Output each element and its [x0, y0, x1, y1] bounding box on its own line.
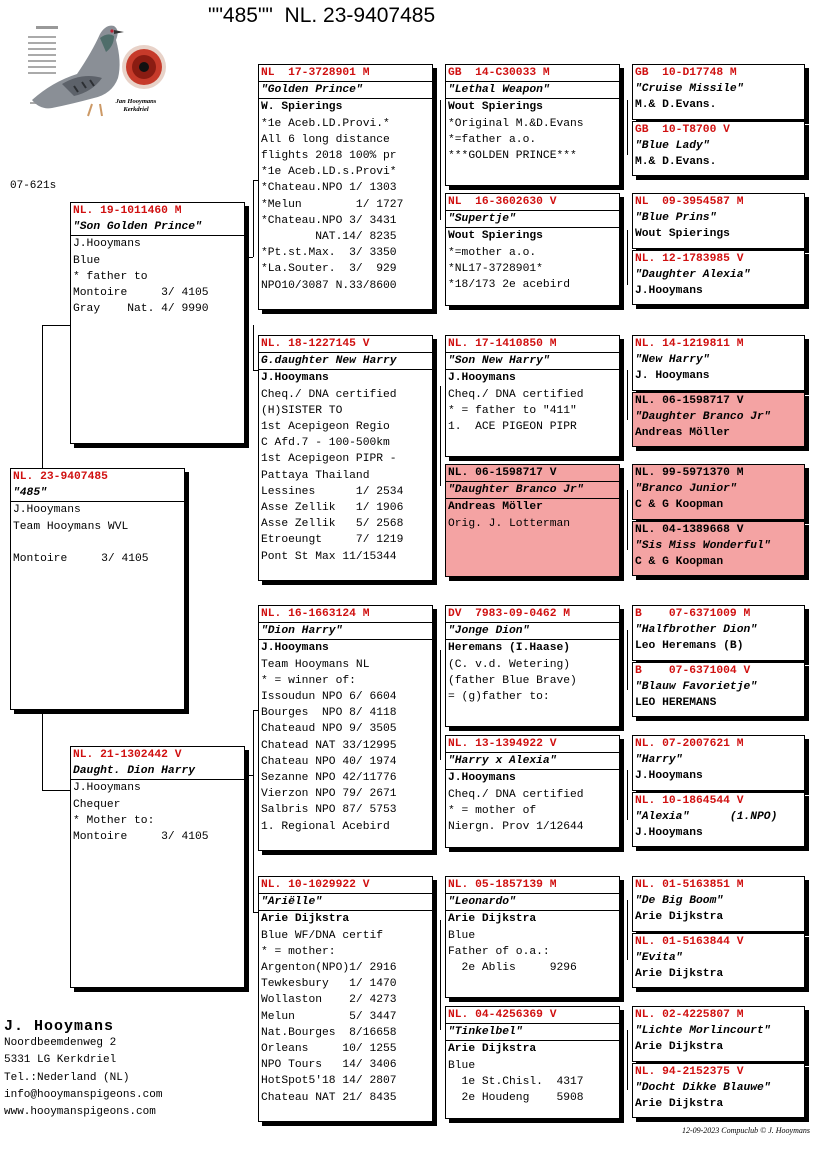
info-line: Lessines 1/ 2534: [261, 485, 404, 498]
info-line: * Mother to:: [73, 814, 155, 827]
great-great-grandparent-card[interactable]: [632, 464, 805, 520]
info-line: J.Hooymans: [13, 504, 81, 517]
owner-name: Arie Dijkstra: [635, 1041, 724, 1054]
connector: [440, 920, 441, 1030]
info-line: Bourges NPO 8/ 4118: [261, 707, 397, 720]
info-line: 2e Ablis 9296: [448, 962, 577, 975]
owner-name: M.& D.Evans.: [635, 99, 717, 112]
pigeon-name: "Docht Dikke Blauwe": [635, 1082, 771, 1095]
owner-name: Arie Dijkstra: [635, 968, 724, 981]
connector: [253, 325, 254, 370]
grandparent-card[interactable]: [258, 335, 433, 581]
info-line: C Afd.7 - 100-500km: [261, 437, 390, 450]
ring-number: NL. 19-1011460 M: [73, 205, 182, 217]
footer-text: 12-09-2023 Compuclub © J. Hooymans: [681, 1126, 810, 1135]
owner-name: Arie Dijkstra: [635, 911, 724, 924]
info-line: Team Hooymans NL: [261, 658, 370, 671]
ring-number: B 07-6371009 M: [635, 608, 751, 620]
connector: [627, 230, 628, 285]
pigeon-name: "485": [11, 485, 184, 502]
info-line: Orig. J. Lotterman: [448, 517, 571, 530]
owner-name: J.Hooymans: [261, 372, 329, 385]
ring-number: NL. 04-4256369 V: [446, 1007, 619, 1024]
ring-number: NL. 16-1663124 M: [259, 606, 432, 623]
connector: [627, 770, 628, 820]
pedigree-title: ""485"" NL. 23-9407485: [208, 4, 436, 27]
ring-number: NL 17-3728901 M: [259, 65, 432, 82]
pigeon-name: "Lichte Morlincourt": [635, 1025, 771, 1038]
info-line: NAT.14/ 8235: [261, 231, 397, 244]
info-line: 1. ACE PIGEON PIPR: [448, 421, 577, 434]
pigeon-name: "Evita": [635, 952, 683, 965]
info-line: * father to: [73, 270, 148, 283]
info-line: *Chateau.NPO 3/ 3431: [261, 214, 397, 227]
info-line: Cheq./ DNA certified: [261, 388, 397, 401]
info-line: Vierzon NPO 79/ 2671: [261, 788, 397, 801]
breeder-line: Noordbeemdenweg 2: [4, 1037, 117, 1050]
owner-name: Andreas Möller: [448, 501, 543, 514]
pigeon-name: Daught. Dion Harry: [71, 763, 244, 780]
great-great-grandparent-card[interactable]: [632, 335, 805, 391]
pigeon-name: "Sis Miss Wonderful": [635, 540, 771, 553]
owner-name: C & G Koopman: [635, 556, 724, 569]
info-line: *Melun 1/ 1727: [261, 198, 404, 211]
breeder-website[interactable]: www.hooymanspigeons.com: [4, 1106, 156, 1119]
ring-number: GB 10-T8700 V: [635, 124, 730, 136]
info-line: 2e Houdeng 5908: [448, 1092, 584, 1105]
info-line: Chateaud NPO 9/ 3505: [261, 723, 397, 736]
great-great-grandparent-card[interactable]: [632, 521, 805, 576]
pigeon-name: "Daughter Alexia": [635, 269, 751, 282]
pigeon-name: G.daughter New Harry: [259, 353, 432, 370]
connector: [440, 100, 441, 220]
pigeon-name: "Jonge Dion": [446, 623, 619, 640]
owner-name: Arie Dijkstra: [635, 1098, 724, 1111]
owner-name: C & G Koopman: [635, 499, 724, 512]
owner-name: J.Hooymans: [635, 285, 703, 298]
info-line: * = father to "411": [448, 404, 577, 417]
connector: [253, 847, 254, 912]
pigeon-name: "Dion Harry": [259, 623, 432, 640]
owner-name: J.Hooymans: [635, 827, 703, 840]
pigeon-name: "New Harry": [635, 354, 710, 367]
ring-number: NL. 06-1598717 V: [446, 465, 619, 482]
info-line: *18/173 2e acebird: [448, 279, 571, 292]
info-line: Salbris NPO 87/ 5753: [261, 804, 397, 817]
info-line: Asse Zellik 1/ 1906: [261, 502, 404, 515]
ring-number: NL. 01-5163844 V: [635, 936, 744, 948]
great-grandparent-card[interactable]: [445, 735, 620, 848]
great-grandparent-card[interactable]: [445, 64, 620, 186]
info-line: NPO10/3087 N.33/8600: [261, 279, 397, 292]
info-line: J.Hooymans: [73, 238, 141, 251]
info-line: Pattaya Thailand: [261, 469, 370, 482]
connector: [42, 710, 43, 790]
info-line: Chateau NAT 21/ 8435: [261, 1091, 397, 1104]
connector: [627, 100, 628, 155]
ring-number: GB 10-D17748 M: [635, 67, 737, 79]
great-great-grandparent-card[interactable]: [632, 121, 805, 176]
breeder-name: J. Hooymans: [4, 1018, 115, 1035]
ring-number: NL. 10-1864544 V: [635, 795, 744, 807]
ring-number: NL. 04-1389668 V: [635, 524, 744, 536]
pigeon-name: "Harry x Alexia": [446, 753, 619, 770]
ring-number: NL. 01-5163851 M: [635, 879, 744, 891]
pigeon-name: "Supertje": [446, 211, 619, 228]
info-line: Wollaston 2/ 4273: [261, 994, 397, 1007]
pigeon-name: "Halfbrother Dion": [635, 624, 758, 637]
subject-card[interactable]: [10, 468, 185, 710]
info-line: *NL17-3728901*: [448, 262, 543, 275]
owner-name: LEO HEREMANS: [635, 697, 717, 710]
info-line: Niergn. Prov 1/12644: [448, 821, 584, 834]
connector: [42, 325, 43, 468]
pigeon-name: "Harry": [635, 754, 683, 767]
info-line: NPO Tours 14/ 3406: [261, 1059, 397, 1072]
owner-name: Leo Heremans (B): [635, 640, 744, 653]
connector: [42, 325, 70, 326]
info-line: Chatead NAT 33/12995: [261, 739, 397, 752]
side-code: 07-621s: [10, 180, 57, 192]
great-great-grandparent-card[interactable]: [632, 392, 805, 447]
great-grandparent-card[interactable]: [445, 193, 620, 306]
owner-name: Andreas Möller: [635, 427, 730, 440]
info-line: Issoudun NPO 6/ 6604: [261, 691, 397, 704]
great-great-grandparent-card[interactable]: [632, 792, 805, 847]
pigeon-name: "Tinkelbel": [446, 1024, 619, 1041]
ring-number: NL 16-3602630 V: [446, 194, 619, 211]
ring-number: NL. 18-1227145 V: [259, 336, 432, 353]
ring-number: NL. 02-4225807 M: [635, 1009, 744, 1021]
info-line: 1e St.Chisl. 4317: [448, 1075, 584, 1088]
info-line: *=mother a.o.: [448, 246, 537, 259]
pigeon-name: "Alexia" (1.NPO): [635, 811, 778, 824]
info-line: Montoire 3/ 4105: [73, 287, 209, 300]
info-line: Gray Nat. 4/ 9990: [73, 303, 209, 316]
info-line: Asse Zellik 5/ 2568: [261, 518, 404, 531]
owner-name: Arie Dijkstra: [448, 1043, 537, 1056]
owner-name: M.& D.Evans.: [635, 156, 717, 169]
ring-number: NL. 14-1219811 M: [635, 338, 744, 350]
connector: [627, 630, 628, 690]
connector: [440, 386, 441, 486]
breeder-line: Tel.:Nederland (NL): [4, 1071, 130, 1084]
info-line: 1. Regional Acebird: [261, 820, 390, 833]
connector: [42, 790, 70, 791]
ring-number: NL. 05-1857139 M: [446, 877, 619, 894]
info-line: 1st Acepigeon Regio: [261, 421, 390, 434]
info-line: *1e Aceb.LD.Provi.*: [261, 117, 390, 130]
breeder-line: 5331 LG Kerkdriel: [4, 1054, 117, 1067]
pigeon-name: "Blauw Favorietje": [635, 681, 758, 694]
info-line: Orleans 10/ 1255: [261, 1043, 397, 1056]
ring-number: NL. 10-1029922 V: [259, 877, 432, 894]
connector: [253, 710, 254, 847]
pigeon-name: "Branco Junior": [635, 483, 737, 496]
info-line: [11, 535, 184, 551]
great-grandparent-card[interactable]: [445, 876, 620, 998]
info-line: *1e Aceb.LD.s.Provi*: [261, 166, 397, 179]
great-great-grandparent-card[interactable]: [632, 1006, 805, 1062]
info-line: * = mother:: [261, 945, 336, 958]
great-great-grandparent-card[interactable]: [632, 735, 805, 791]
owner-name: J.Hooymans: [261, 642, 329, 655]
info-line: Chequer: [73, 798, 121, 811]
logo-caption: Jan Hooymans Kerkdriel: [115, 98, 157, 113]
great-great-grandparent-card[interactable]: [632, 1063, 805, 1118]
ring-number: NL. 17-1410850 M: [446, 336, 619, 353]
ring-number: DV 7983-09-0462 M: [446, 606, 619, 623]
connector: [627, 370, 628, 420]
owner-name: J. Hooymans: [635, 370, 710, 383]
pigeon-name: "Golden Prince": [259, 82, 432, 99]
dam-card[interactable]: [70, 746, 245, 988]
owner-name: Arie Dijkstra: [261, 913, 350, 926]
info-line: Montoire 3/ 4105: [13, 553, 149, 566]
great-great-grandparent-card[interactable]: [632, 64, 805, 120]
ring-number: NL. 23-9407485: [13, 471, 108, 483]
info-line: Tewkesbury 1/ 1470: [261, 978, 397, 991]
ring-number: NL. 13-1394922 V: [446, 736, 619, 753]
ring-number: NL. 12-1783985 V: [635, 253, 744, 265]
ring-number: NL 09-3954587 M: [635, 196, 744, 208]
info-line: J.Hooymans: [73, 782, 141, 795]
grandparent-card[interactable]: [258, 605, 433, 851]
info-line: Blue: [73, 254, 101, 267]
sire-card[interactable]: [70, 202, 245, 444]
owner-name: Arie Dijkstra: [448, 913, 537, 926]
pigeon-name: "Cruise Missile": [635, 83, 744, 96]
info-line: Montoire 3/ 4105: [73, 831, 209, 844]
great-great-grandparent-card[interactable]: [632, 605, 805, 661]
breeder-email[interactable]: info@hooymanspigeons.com: [4, 1088, 163, 1101]
info-line: All 6 long distance: [261, 133, 390, 146]
pigeon-name: "Son New Harry": [446, 353, 619, 370]
info-line: Argenton(NPO)1/ 2916: [261, 962, 397, 975]
connector: [253, 180, 254, 257]
info-line: * = winner of:: [261, 674, 356, 687]
owner-name: J.Hooymans: [448, 772, 516, 785]
info-line: (C. v.d. Wetering): [448, 658, 571, 671]
connector: [627, 900, 628, 960]
info-line: *=father a.o.: [448, 133, 537, 146]
info-line: Team Hooymans WVL: [13, 520, 129, 533]
ring-number: NL. 94-2152375 V: [635, 1066, 744, 1078]
great-grandparent-card[interactable]: [445, 1006, 620, 1119]
info-line: Sezanne NPO 42/11776: [261, 772, 397, 785]
connector: [440, 650, 441, 760]
ring-number: NL. 21-1302442 V: [73, 749, 182, 761]
info-line: flights 2018 100% pr: [261, 150, 397, 163]
info-line: (father Blue Brave): [448, 674, 577, 687]
info-line: Melun 5/ 3447: [261, 1010, 397, 1023]
owner-name: J.Hooymans: [635, 770, 703, 783]
pigeon-name: "Ariëlle": [259, 894, 432, 911]
owner-name: Wout Spierings: [448, 230, 543, 243]
info-line: Chateau NPO 40/ 1974: [261, 755, 397, 768]
info-line: * = mother of: [448, 804, 537, 817]
ring-number: B 07-6371004 V: [635, 665, 751, 677]
owner-name: W. Spierings: [261, 101, 343, 114]
great-grandparent-card[interactable]: [445, 464, 620, 577]
info-line: ***GOLDEN PRINCE***: [448, 150, 577, 163]
grandparent-card[interactable]: [258, 876, 433, 1122]
owner-name: Heremans (I.Haase): [448, 642, 571, 655]
pigeon-name: "Daughter Branco Jr": [446, 482, 619, 499]
owner-name: J.Hooymans: [448, 372, 516, 385]
great-great-grandparent-card[interactable]: [632, 193, 805, 249]
info-line: *Original M.&D.Evans: [448, 117, 584, 130]
info-line: Cheq./ DNA certified: [448, 788, 584, 801]
info-line: HotSpot5'18 14/ 2807: [261, 1075, 397, 1088]
info-line: (H)SISTER TO: [261, 404, 343, 417]
connector: [627, 490, 628, 550]
connector: [627, 1030, 628, 1090]
info-line: *Pt.st.Max. 3/ 3350: [261, 247, 397, 260]
great-grandparent-card[interactable]: [445, 335, 620, 457]
ring-number: GB 14-C30033 M: [446, 65, 619, 82]
great-great-grandparent-card[interactable]: [632, 662, 805, 717]
info-line: 1st Acepigeon PIPR -: [261, 453, 397, 466]
great-great-grandparent-card[interactable]: [632, 876, 805, 932]
grandparent-card[interactable]: [258, 64, 433, 310]
ring-number: NL. 07-2007621 M: [635, 738, 744, 750]
pigeon-name: "Daughter Branco Jr": [635, 411, 771, 424]
info-line: Blue WF/DNA certif: [261, 929, 384, 942]
owner-name: Wout Spierings: [448, 101, 543, 114]
great-great-grandparent-card[interactable]: [632, 933, 805, 988]
pigeon-name: "Blue Lady": [635, 140, 710, 153]
info-line: = (g)father to:: [448, 691, 550, 704]
info-line: Etroeungt 7/ 1219: [261, 534, 404, 547]
info-line: Father of o.a.:: [448, 945, 550, 958]
breeder-info: [4, 1018, 162, 1121]
ring-number: NL. 06-1598717 V: [635, 395, 744, 407]
info-line: Blue: [448, 929, 476, 942]
pigeon-name: "Leonardo": [446, 894, 619, 911]
info-line: *La.Souter. 3/ 929: [261, 263, 397, 276]
info-line: Blue: [448, 1059, 476, 1072]
great-grandparent-card[interactable]: [445, 605, 620, 727]
pigeon-name: "De Big Boom": [635, 895, 724, 908]
pigeon-name: "Lethal Weapon": [446, 82, 619, 99]
great-great-grandparent-card[interactable]: [632, 250, 805, 305]
info-line: Cheq./ DNA certified: [448, 388, 584, 401]
info-line: Nat.Bourges 8/16658: [261, 1026, 397, 1039]
ring-number: NL. 99-5971370 M: [635, 467, 744, 479]
info-line: Pont St Max 11/15344: [261, 550, 397, 563]
owner-name: Wout Spierings: [635, 228, 730, 241]
pigeon-name: "Son Golden Prince": [71, 219, 244, 236]
info-line: *Chateau.NPO 1/ 1303: [261, 182, 397, 195]
pigeon-name: "Blue Prins": [635, 212, 717, 225]
